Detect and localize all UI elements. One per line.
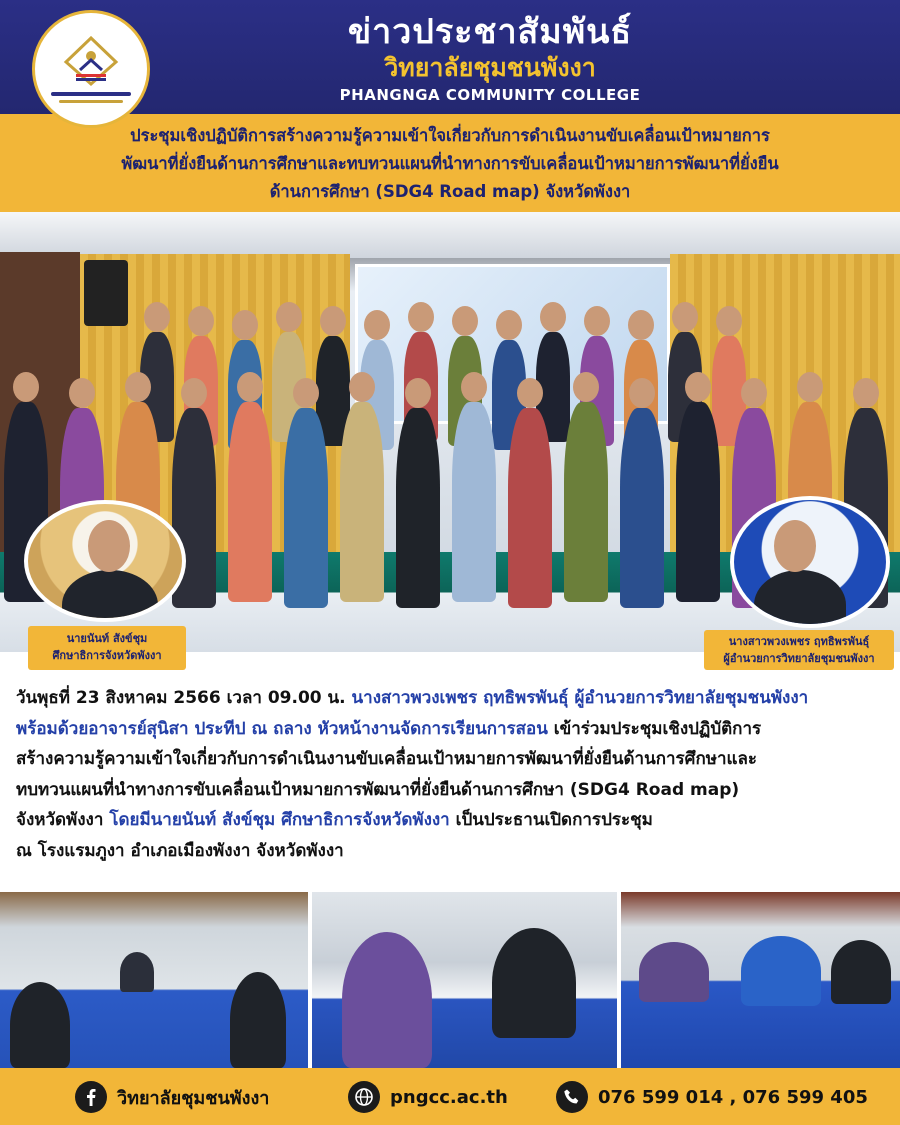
phone-icon [556,1081,588,1113]
photo-person-head [629,378,655,408]
facebook-label: วิทยาลัยชุมชนพังงา [117,1087,270,1109]
photo-person-head [517,378,543,408]
photo-person-head [320,306,346,336]
logo-text-line [51,92,131,96]
photo-person-head [69,378,95,408]
portrait-head [88,520,130,572]
headline-line: ด้านการศึกษา (SDG4 Road map) จังหวัดพังงา [269,182,631,201]
photo-person-head [573,372,599,402]
website-label: pngcc.ac.th [390,1086,508,1108]
footer-website-link[interactable] [348,1080,508,1114]
footer-phone-link[interactable] [556,1080,868,1114]
photo-person-head [276,302,302,332]
body-line [16,805,886,836]
news-body [16,683,886,866]
photo-person [639,942,709,1002]
photo-person-head [237,372,263,402]
photo-person-head [144,302,170,332]
photo-person [228,402,272,602]
facebook-icon [75,1081,107,1113]
body-line [16,714,886,745]
photo-person [120,952,154,992]
meeting-photo-2 [312,892,617,1068]
caption-name: นางสาวพวงเพชร ฤทธิพรพันธุ์ [728,635,870,648]
photo-person-head [584,306,610,336]
caption-right [704,630,894,670]
footer-bar [0,1068,900,1125]
college-logo [32,10,150,128]
photo-person-head [716,306,742,336]
photo-person-head [408,302,434,332]
photo-person-head [452,306,478,336]
body-line: ทบทวนแผนที่นำทางการขับเคลื่อนเป้าหมายการพัฒนาที่ยั่งยืนด้านการศึกษา (SDG4 Road map) [16,779,740,800]
photo-person-head [181,378,207,408]
body-line: สร้างความรู้ความเข้าใจเกี่ยวกับการดำเนินงานขับเคลื่อนเป้าหมายการพัฒนาที่ยั่งยืนด้านการศึกษาและ [16,749,758,769]
headline-line: ประชุมเชิงปฏิบัติการสร้างความรู้ความเข้าใจเกี่ยวกับการดำเนินงานขับเคลื่อนเป้าหมายการ [130,126,770,145]
meeting-photo-1 [0,892,308,1068]
body-highlight: พร้อมด้วยอาจารย์สุนิสา ประทีป ณ ถลาง หัวหน้างานจัดการเรียนการสอน [16,718,548,739]
photo-person [452,402,496,602]
photo-person-head [628,310,654,340]
photo-person [741,936,821,1006]
photo-person [620,408,664,608]
caption-left [28,626,186,670]
photo-person-head [741,378,767,408]
logo-emblem-icon [62,36,120,86]
body-text: จังหวัดพังงา [16,810,110,830]
photo-person-head [797,372,823,402]
body-line: ณ โรงแรมภูงา อำเภอเมืองพังงา จังหวัดพังงา [16,840,344,861]
photo-person [492,928,576,1038]
body-highlight: โดยมีนายนันท์ สังข์ชุม ศึกษาธิการจังหวัดพังงา [109,810,450,830]
phone-label: 076 599 014 , 076 599 405 [598,1086,868,1108]
body-line [16,683,886,714]
college-name: วิทยาลัยชุมชนพังงา [384,53,596,82]
inset-portrait-right [730,496,890,628]
photo-person-head [125,372,151,402]
meeting-photo-3 [621,892,900,1068]
photo-person [564,402,608,602]
caption-title: ศึกษาธิการจังหวัดพังงา [52,649,162,662]
photo-person-head [13,372,39,402]
inset-portrait-left [24,500,186,622]
photo-person-head [672,302,698,332]
caption-title: ผู้อำนวยการวิทยาลัยชุมชนพังงา [723,652,875,665]
body-text: เป็นประธานเปิดการประชุม [449,810,653,830]
photo-person-head [540,302,566,332]
headline-line: พัฒนาที่ยั่งยืนด้านการศึกษาและทบทวนแผนที่นำทางการขับเคลื่อนเป้าหมายการพัฒนาที่ยั่งยืน [121,154,779,173]
photo-person-head [853,378,879,408]
globe-icon [348,1081,380,1113]
photo-person-head [293,378,319,408]
photo-person [676,402,720,602]
photo-person-head [232,310,258,340]
photo-person-head [364,310,390,340]
photo-person [342,932,432,1068]
portrait-head [774,520,816,572]
photo-person [508,408,552,608]
photo-person-head [685,372,711,402]
photo-person [10,982,70,1068]
photo-person [230,972,286,1068]
photo-person-head [496,310,522,340]
portrait-body [754,570,846,628]
photo-person-head [461,372,487,402]
college-name-english: PHANGNGA COMMUNITY COLLEGE [339,86,641,104]
body-text: วันพุธที่ 23 สิงหาคม 2566 เวลา 09.00 น. [16,688,352,708]
photo-person [396,408,440,608]
photo-person-head [188,306,214,336]
photo-person [831,940,891,1004]
photo-person-head [405,378,431,408]
logo-text-line [59,100,123,103]
body-highlight: นางสาวพวงเพชร ฤทธิพรพันธุ์ ผู้อำนวยการวิทยาลัยชุมชนพังงา [351,688,809,708]
portrait-body [62,570,158,622]
page-title: ข่าวประชาสัมพันธ์ [347,12,633,52]
photo-person [284,408,328,608]
body-text: เข้าร่วมประชุมเชิงปฏิบัติการ [547,718,762,739]
headline-band [0,114,900,212]
caption-name: นายนันท์ สังข์ชุม [66,632,148,645]
footer-facebook-link[interactable] [75,1080,269,1114]
photo-person-head [349,372,375,402]
photo-person [340,402,384,602]
photo-ceiling [0,212,900,258]
